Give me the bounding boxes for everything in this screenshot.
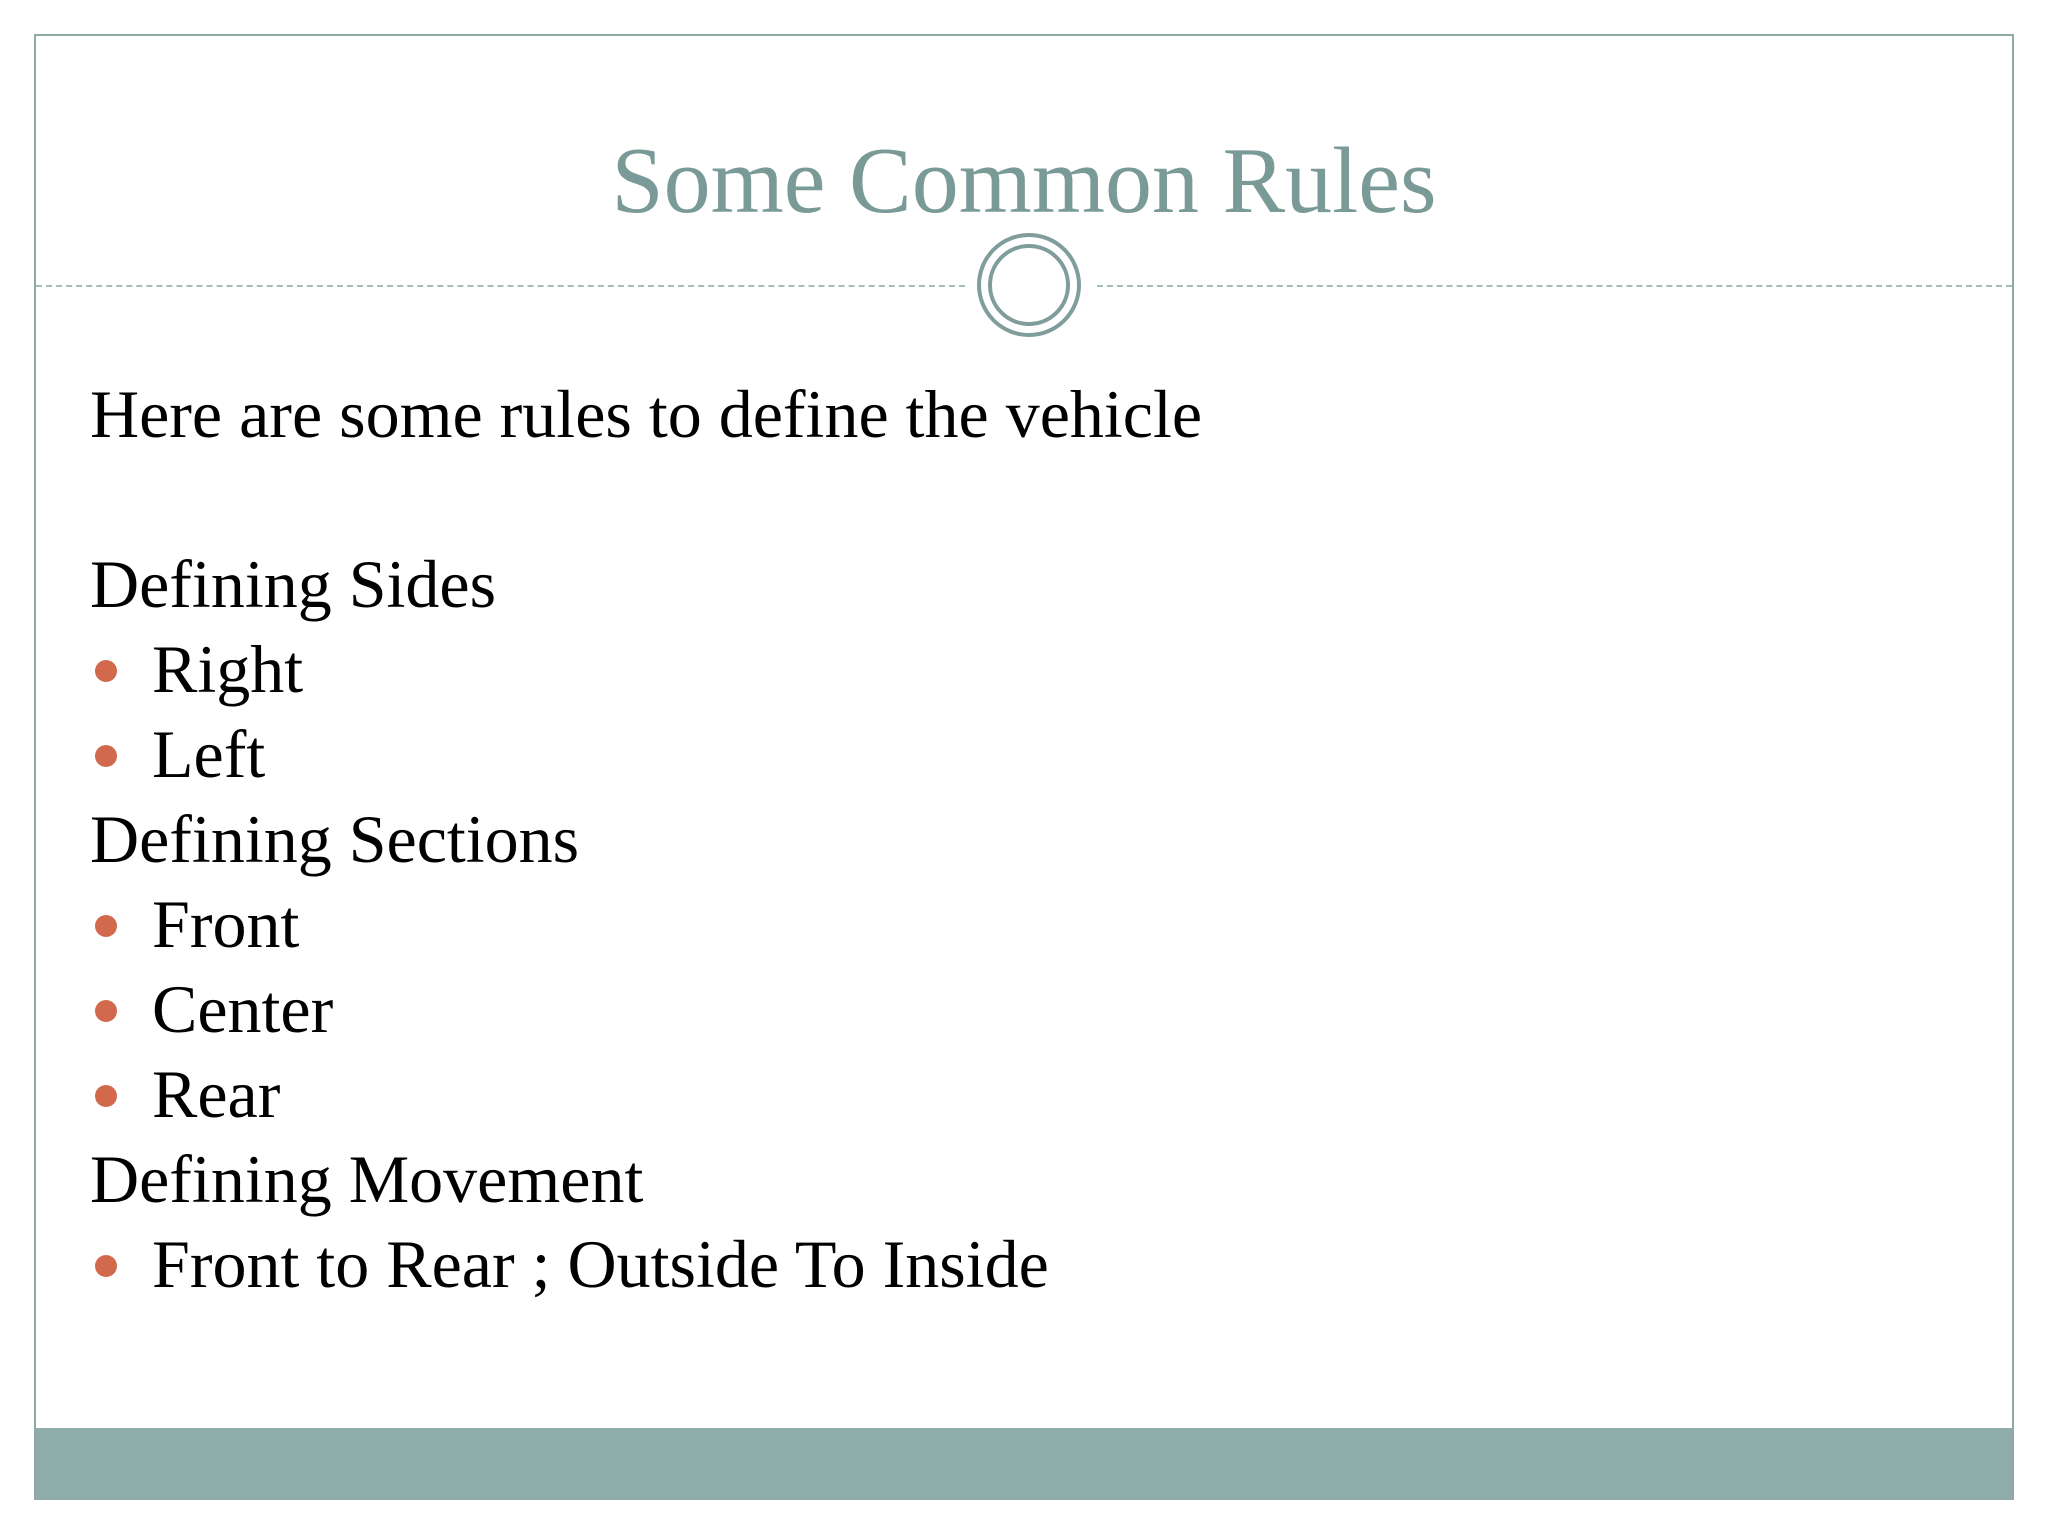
- circle-ornament-icon: [977, 233, 1081, 337]
- bullet-icon: [95, 915, 117, 937]
- footer-bar: [36, 1428, 2012, 1498]
- slide-title: Some Common Rules: [611, 129, 1437, 233]
- bullet-icon: [95, 660, 117, 682]
- bullet-icon: [95, 1085, 117, 1107]
- title-divider-right: [1097, 285, 2012, 287]
- list-item-label: Front to Rear ; Outside To Inside: [152, 1226, 1049, 1302]
- section-heading-movement: Defining Movement: [90, 1141, 644, 1217]
- bullet-icon: [95, 1000, 117, 1022]
- section-heading-sides: Defining Sides: [90, 546, 497, 622]
- list-item: [90, 882, 1970, 967]
- list-item-label: Right: [152, 631, 304, 707]
- list-item: [90, 967, 1970, 1052]
- list-item: [90, 627, 1970, 712]
- bullet-icon: [95, 1255, 117, 1277]
- section-heading-sections: Defining Sections: [90, 801, 580, 877]
- list-item-label: Front: [152, 886, 300, 962]
- list-item: [90, 712, 1970, 797]
- spacer: [90, 457, 1970, 542]
- slide: [34, 34, 2014, 1500]
- slide-body: [90, 372, 1970, 1307]
- title-divider-left: [36, 285, 965, 287]
- list-item-label: Rear: [152, 1056, 281, 1132]
- list-item-label: Left: [152, 716, 266, 792]
- bullet-icon: [95, 745, 117, 767]
- list-item: [90, 1222, 1970, 1307]
- list-item: [90, 1052, 1970, 1137]
- list-item-label: Center: [152, 971, 334, 1047]
- intro-text: Here are some rules to define the vehicle: [90, 376, 1203, 452]
